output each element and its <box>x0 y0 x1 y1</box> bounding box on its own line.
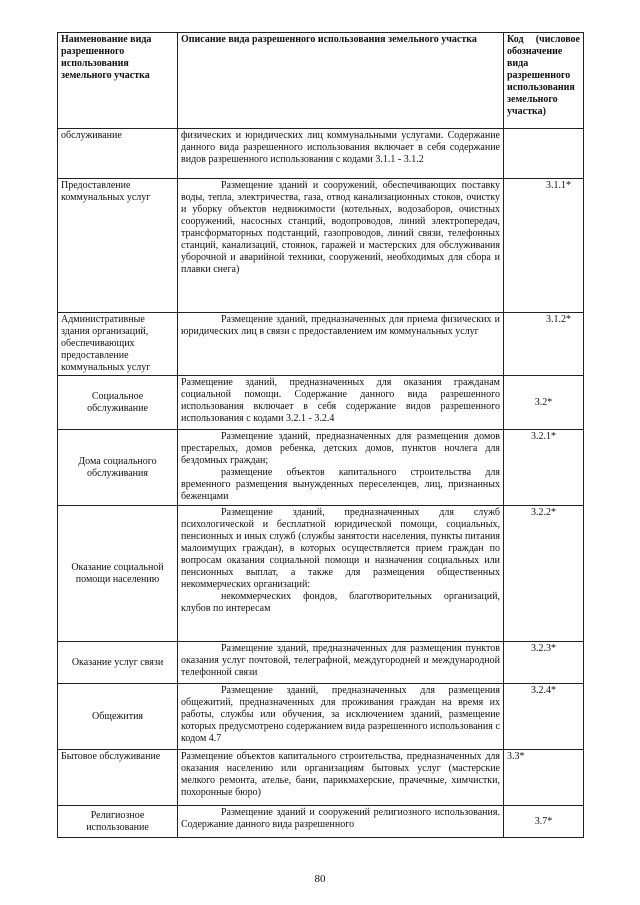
row-description: Размещение зданий, предназначенных для размещения пунктов оказания услуг почтовой, телеграфной, междугородней и международной телефонной связи <box>178 642 504 684</box>
row-name: Предоставление коммунальных услуг <box>58 179 178 313</box>
header-code: Код (числовое обозначение вида разрешенного использования земельного участка) <box>504 33 584 129</box>
row-description: Размещение зданий, предназначенных для размещения домов престарелых, домов ребенка, детских домов, пунктов ночлега для бездомных граждан; размещение объектов капитального строительства для временного размещения вынужденных переселенцев, лиц, признанных беженцами <box>178 430 504 506</box>
row-name: Социальное обслуживание <box>58 376 178 430</box>
row-description: Размещение зданий, предназначенных для оказания гражданам социальной помощи. Содержание данного вида разрешенного использования включает в себя содержание видов разрешенного использования с кодами 3.2.1 - 3.2.4 <box>178 376 504 430</box>
row-code: 3.7* <box>504 806 584 838</box>
table-row <box>58 642 584 684</box>
row-description: Размещение объектов капитального строительства, предназначенных для оказания населению или организациям бытовых услуг (мастерские мелкого ремонта, ателье, бани, парикмахерские, прачечные, химчистки, похоронные бюро) <box>178 750 504 806</box>
row-description: физических и юридических лиц коммунальными услугами. Содержание данного вида разрешенного использования включает в себя содержание видов разрешенного использования с кодами 3.1.1 - 3.1.2 <box>178 129 504 179</box>
row-name: Административные здания организаций, обеспечивающих предоставление коммунальных услуг <box>58 313 178 376</box>
header-description: Описание вида разрешенного использования земельного участка <box>178 33 504 129</box>
row-description: Размещение зданий, предназначенных для приема физических и юридических лиц в связи с предоставлением им коммунальных услуг <box>178 313 504 376</box>
row-description: Размещение зданий, предназначенных для размещения общежитий, предназначенных для проживания граждан на время их работы, службы или обучения, за исключением зданий, размещение которых предусмотрено содержанием вида разрешенного использования с кодом 4.7 <box>178 684 504 750</box>
table-row <box>58 129 584 179</box>
page-number: 80 <box>314 873 326 885</box>
row-name: Оказание услуг связи <box>58 642 178 684</box>
row-description: Размещение зданий и сооружений, обеспечивающих поставку воды, тепла, электричества, газа, отвод канализационных стоков, очистку и уборку объектов недвижимости (котельных, водозаборов, очистных сооружений, насосных станций, водопроводов, линий электропередач, трансформаторных подстанций, газопроводов, линий связи, телефонных станций, канализаций, стоянок, гаражей и мастерских для обслуживания уборочной и аварийной техники, сооружений, необходимых для сбора и плавки снега) <box>178 179 504 313</box>
row-code: 3.3* <box>504 750 584 806</box>
row-code: 3.2.1* <box>504 430 584 506</box>
table-row <box>58 313 584 376</box>
table-row <box>58 750 584 806</box>
row-description: Размещение зданий, предназначенных для служб психологической и бесплатной юридической помощи, социальных, пенсионных и иных служб (службы занятости населения, пункты питания малоимущих граждан), в которых осуществляется прием граждан по вопросам оказания социальной помощи и назначения социальных или пенсионных выплат, а также для размещения общественных некоммерческих организаций: некоммерческих фондов, благотворительных организаций, клубов по интересам <box>178 506 504 642</box>
row-description: Размещение зданий и сооружений религиозного использования. Содержание данного вида разрешенного <box>178 806 504 838</box>
table-row <box>58 506 584 642</box>
table-row <box>58 179 584 313</box>
land-use-table <box>57 32 584 838</box>
row-code: 3.1.1* <box>504 179 584 313</box>
row-name: Оказание социальной помощи населению <box>58 506 178 642</box>
row-code: 3.2.3* <box>504 642 584 684</box>
row-name: Общежития <box>58 684 178 750</box>
row-code: 3.2.2* <box>504 506 584 642</box>
document-page <box>57 32 583 838</box>
row-code: 3.2.4* <box>504 684 584 750</box>
table-row <box>58 806 584 838</box>
header-name: Наименование вида разрешенного использования земельного участка <box>58 33 178 129</box>
row-name: обслуживание <box>58 129 178 179</box>
table-row <box>58 430 584 506</box>
row-name: Дома социального обслуживания <box>58 430 178 506</box>
row-code: 3.1.2* <box>504 313 584 376</box>
table-row <box>58 376 584 430</box>
table-row <box>58 684 584 750</box>
row-name: Бытовое обслуживание <box>58 750 178 806</box>
row-name: Религиозное использование <box>58 806 178 838</box>
row-code: 3.2* <box>504 376 584 430</box>
table-header-row <box>58 33 584 129</box>
row-code <box>504 129 584 179</box>
